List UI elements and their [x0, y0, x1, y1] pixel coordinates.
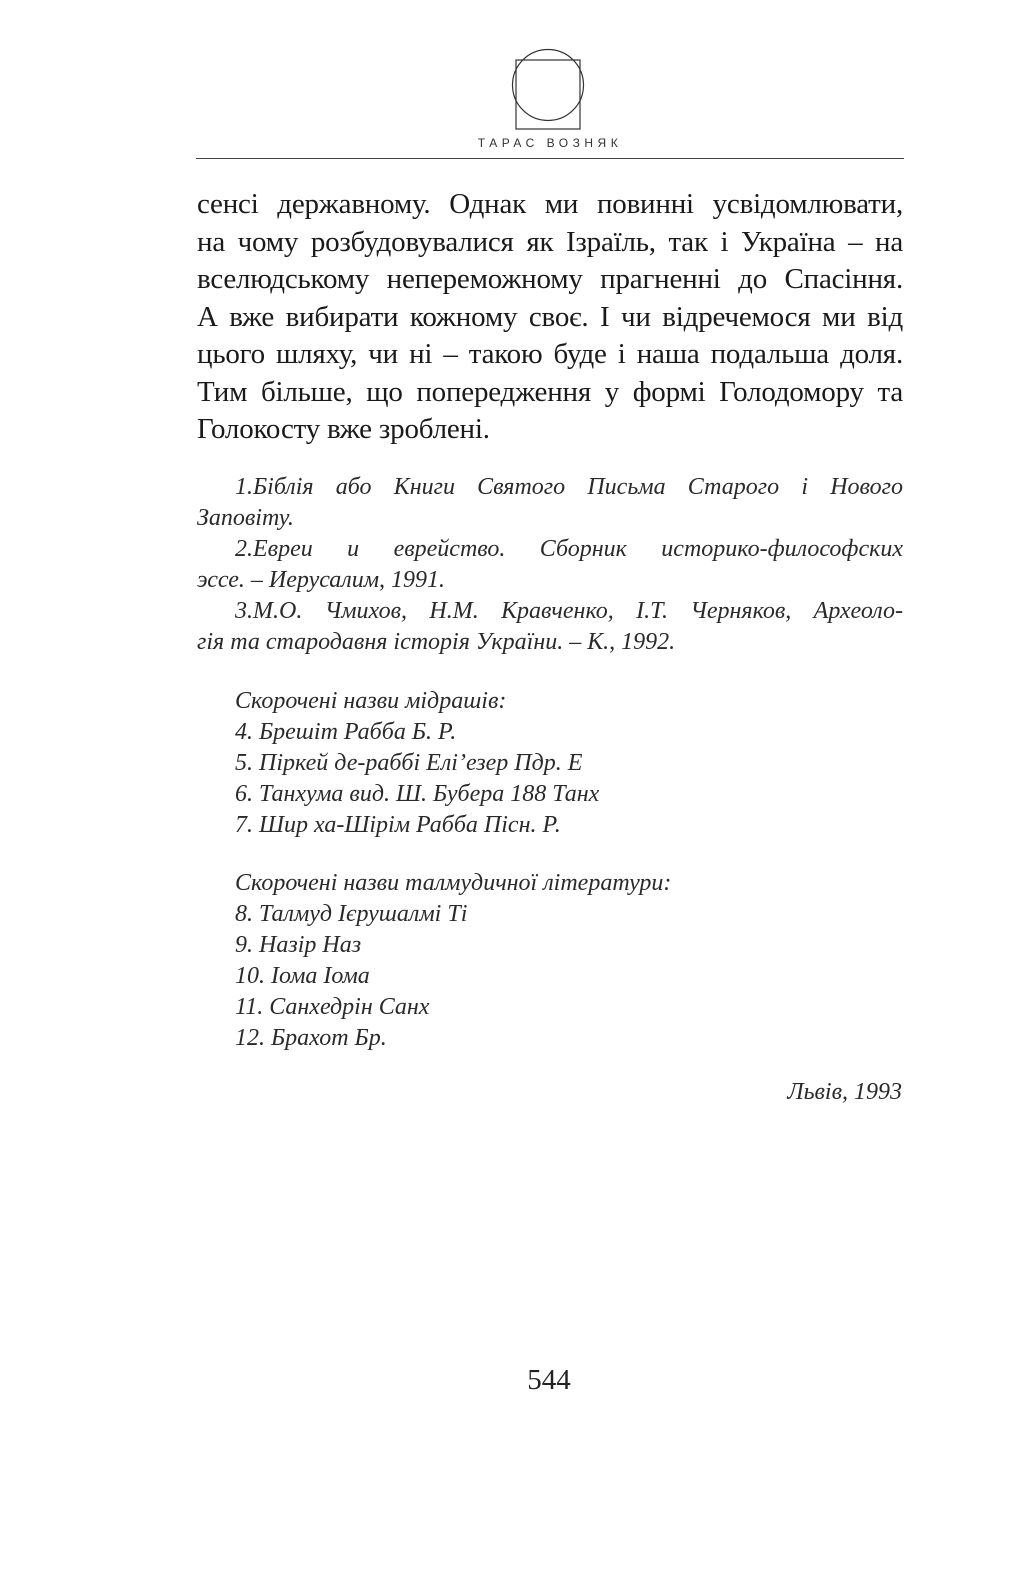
- abbreviation-item: 10. Іома Іома: [235, 963, 370, 989]
- body-line: сенсі державному. Однак ми повинні усвідомлювати,: [197, 188, 903, 220]
- abbreviations-heading: Скорочені назви талмудичної літератури:: [235, 870, 672, 896]
- reference-line: 3.М.О. Чмихов, Н.М. Кравченко, І.Т. Черняков, Археоло-: [235, 598, 903, 624]
- reference-line: 1.Біблія або Книги Святого Письма Старого і Нового: [235, 474, 903, 500]
- abbreviation-item: 5. Піркей де-раббі Елі’езер Пдр. Е: [235, 750, 583, 776]
- midrash-abbreviations: [235, 686, 599, 841]
- abbreviation-item: 9. Назір Наз: [235, 932, 362, 958]
- signoff-place-date: Львів, 1993: [787, 1079, 902, 1105]
- page-number: 544: [527, 1364, 571, 1396]
- reference-line: гія та стародавня історія України. – К., 1992.: [197, 629, 676, 655]
- abbreviation-item: 12. Брахот Бр.: [235, 1025, 387, 1051]
- body-text: [197, 186, 903, 449]
- body-line: Голокосту вже зроблені.: [197, 413, 490, 445]
- running-head: ТАРАС ВОЗНЯК: [477, 136, 623, 150]
- reference-line: Заповіту.: [197, 505, 294, 531]
- header-rule: [196, 158, 904, 159]
- reference-line: 2.Евреи и еврейство. Сборник историко-философских: [235, 536, 903, 562]
- abbreviation-item: 6. Танхума вид. Ш. Бубера 188 Танх: [235, 781, 600, 807]
- body-line: А вже вибирати кожному своє. І чи відречемося ми від: [197, 300, 903, 333]
- body-line: на чому розбудовувалися як Ізраїль, так і Україна – на: [197, 225, 903, 258]
- body-line: цього шляху, чи ні – такою буде і наша подальша доля.: [197, 338, 903, 370]
- body-line: Тим більше, що попередження у формі Голодомору та: [197, 375, 903, 408]
- talmud-abbreviations: [235, 868, 671, 1054]
- abbreviation-item: 4. Брешіт Рабба Б. Р.: [235, 719, 457, 745]
- abbreviation-item: 7. Шир ха-Шірім Рабба Пісн. Р.: [235, 812, 561, 838]
- references-list: [197, 472, 903, 658]
- circle-square-emblem-icon: [511, 48, 585, 132]
- abbreviation-item: 11. Санхедрін Санх: [235, 994, 430, 1020]
- body-line: вселюдському непереможному прагненні до Спасіння.: [197, 263, 903, 295]
- reference-line: эссе. – Иерусалим, 1991.: [197, 567, 446, 593]
- abbreviations-heading: Скорочені назви мідрашів:: [235, 688, 507, 714]
- abbreviation-item: 8. Талмуд Ієрушалмі Ті: [235, 901, 468, 927]
